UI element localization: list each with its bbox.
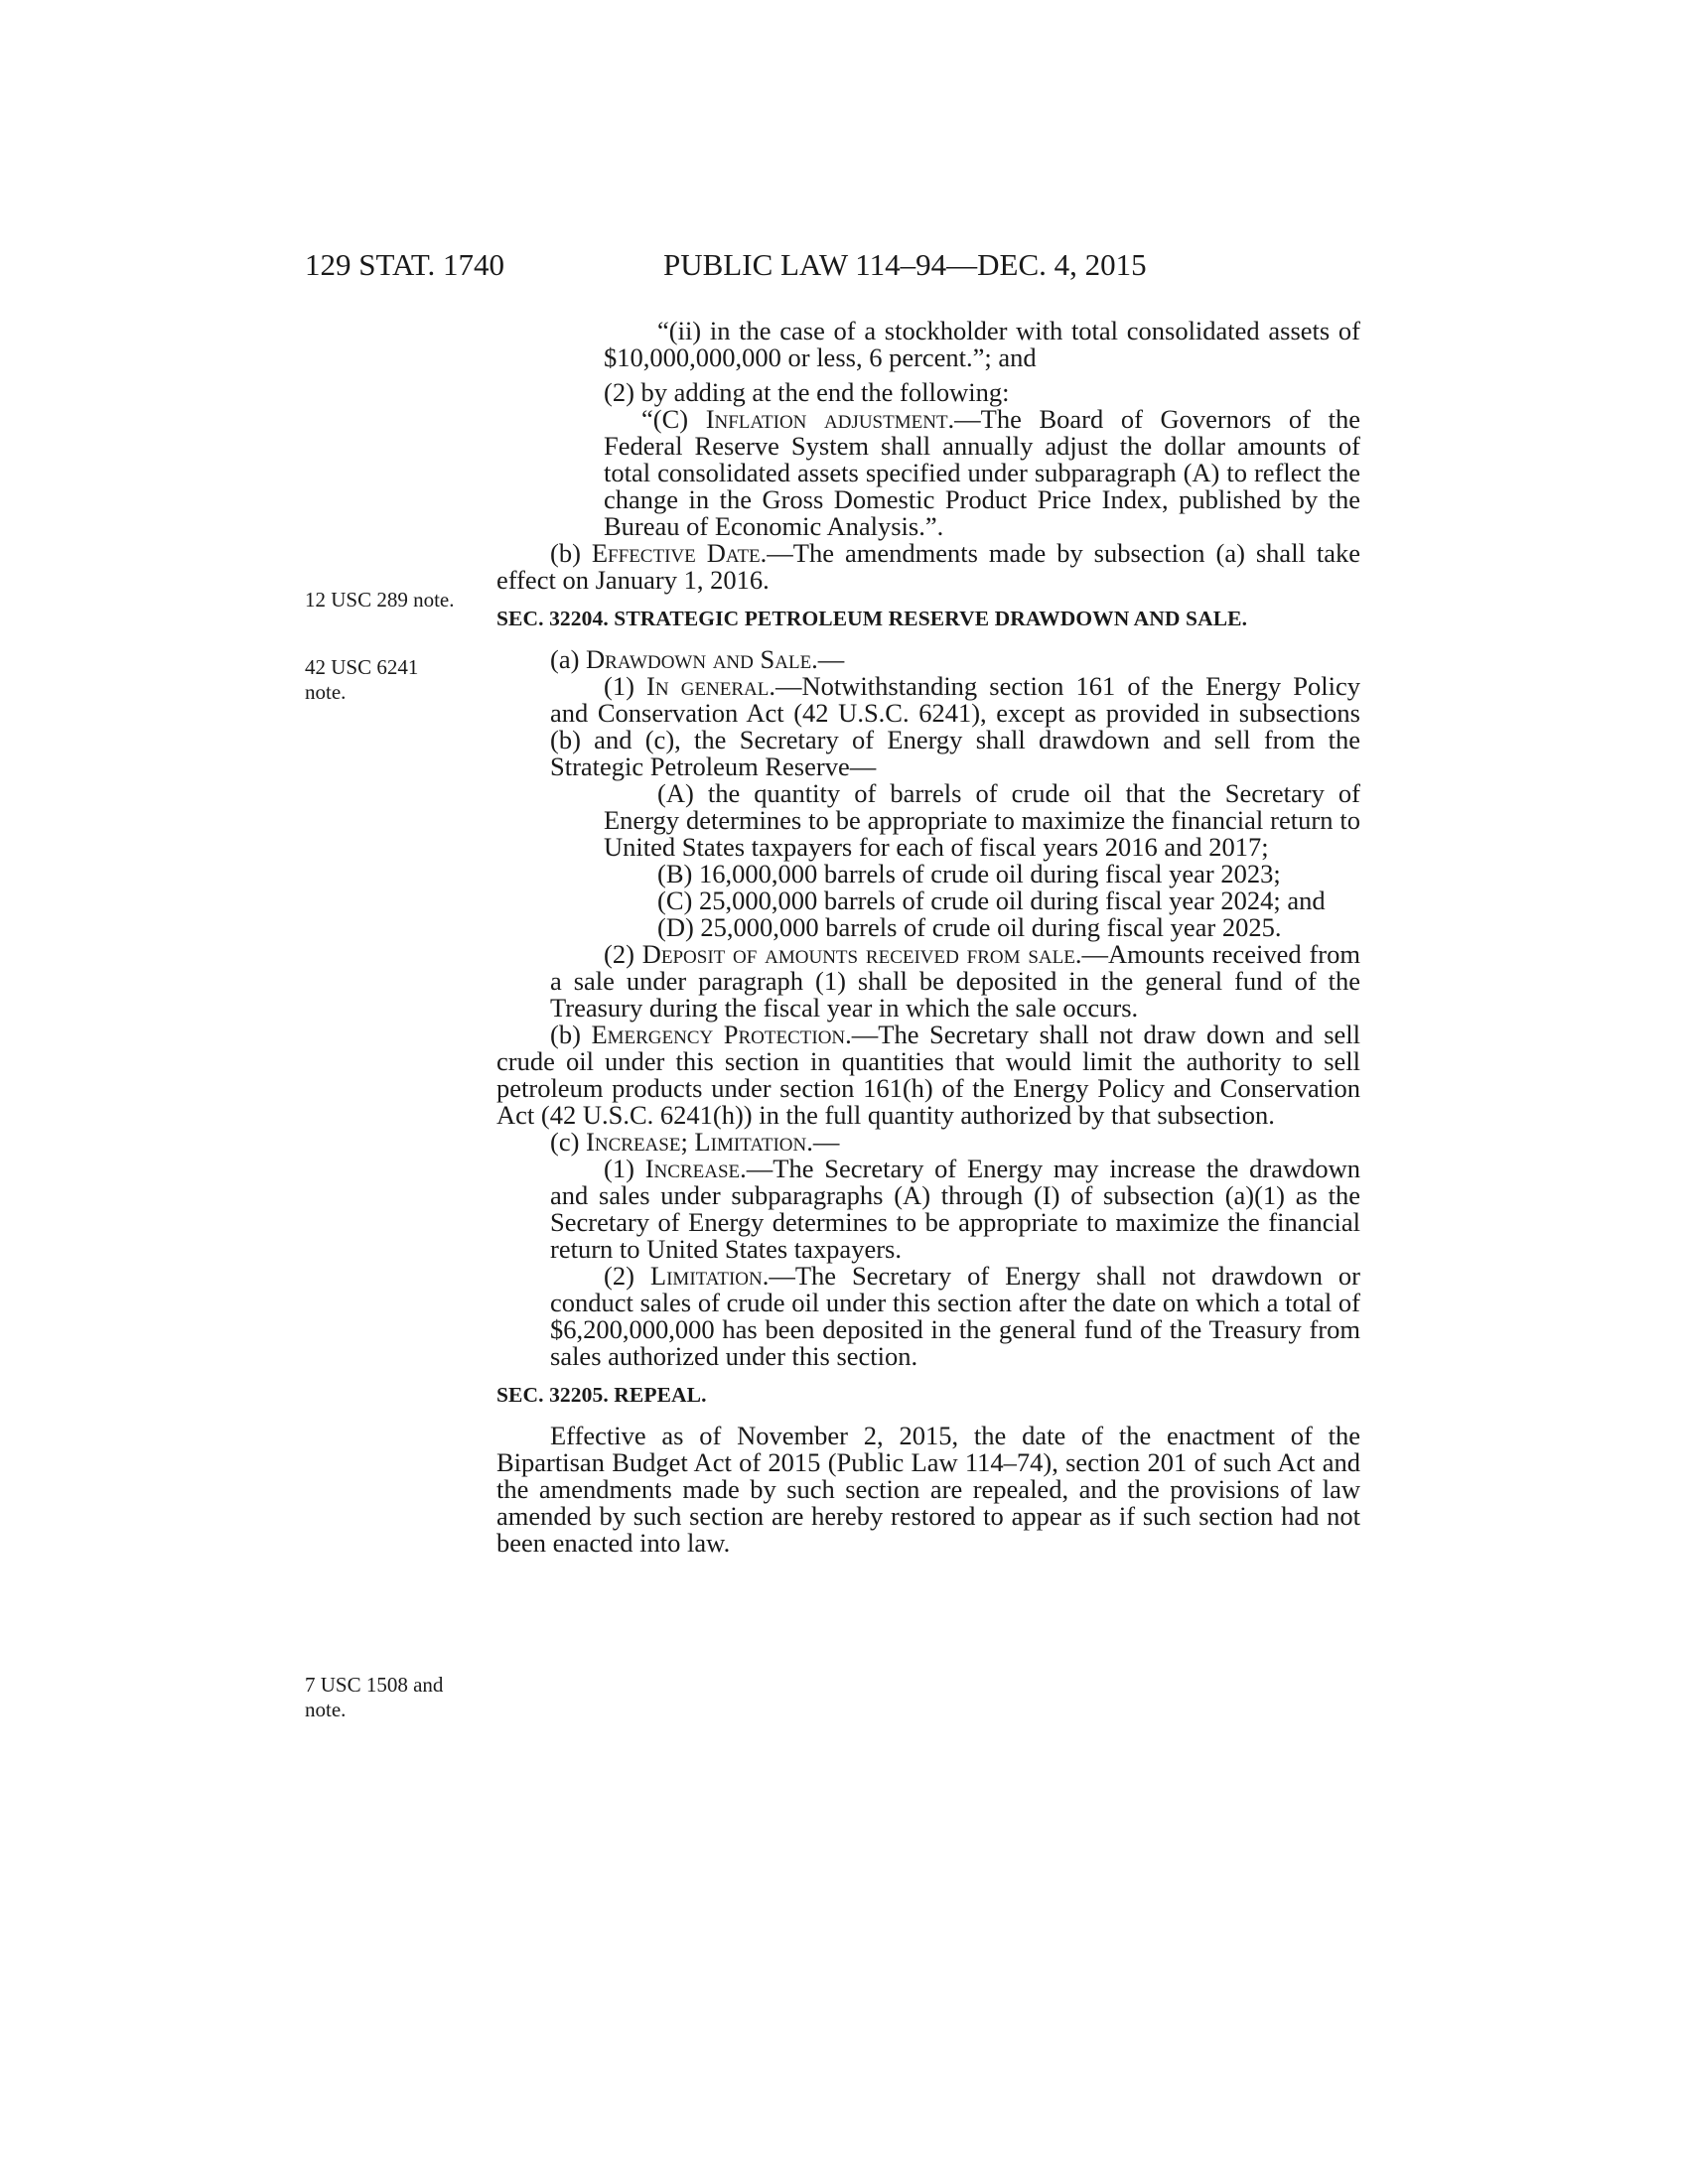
lead: (b): [550, 538, 581, 568]
heading: Inflation adjustment.: [705, 404, 955, 434]
text: —: [817, 644, 845, 674]
subparagraph-B: (B) 16,000,000 barrels of crude oil during fiscal year 2023;: [657, 859, 1281, 888]
lead: (a): [550, 644, 580, 674]
heading: Emergency Protection.: [591, 1020, 852, 1049]
heading: Increase; Limitation.: [586, 1127, 813, 1157]
lead: “(C): [641, 404, 689, 434]
text: —The amendments made by subsection (a) shall take effect on January 1, 2016.: [496, 538, 1361, 595]
lead: (b): [550, 1020, 581, 1049]
margin-note-usc-6241: 42 USC 6241 note.: [305, 655, 419, 704]
heading: Effective Date.: [591, 538, 768, 568]
paragraph-c-inflation: [496, 406, 1360, 540]
paragraph-ii: “(ii) in the case of a stockholder with total consolidated assets of $10,000,000,000 or less, 6 percent.”; and: [604, 316, 1360, 372]
heading: Limitation.: [649, 1261, 770, 1291]
text: —The Secretary shall not draw down and sell crude oil under this section in quantities that would limit the authority to sell petroleum products under section 161(h) of the Energy Policy and Conservation Act (42 U.S.C. 6241(h)) in the full quantity authorized by that subsection.: [496, 1020, 1360, 1130]
margin-note-usc-1508: 7 USC 1508 and note.: [305, 1673, 444, 1721]
section-32205-text: Effective as of November 2, 2015, the date of the enactment of the Bipartisan Budget Act of 2015 (Public Law 114–74), section 201 of such Act and the amendments made by such section are repealed, and the provisions of law amended by such section are hereby restored to appear as if such section had not been enacted into law.: [496, 1421, 1360, 1558]
heading: In general.: [646, 671, 776, 701]
text: —The Board of Governors of the Federal Reserve System shall annually adjust the dollar amounts of total consolidated assets specified under subparagraph (A) to reflect the change in the Gross Domestic Product Price Index, published by the Bureau of Economic Analysis.”.: [604, 404, 1360, 541]
heading: Drawdown and Sale.: [586, 644, 818, 674]
section-32204-title: SEC. 32204. STRATEGIC PETROLEUM RESERVE DRAWDOWN AND SALE.: [496, 607, 1248, 630]
paragraph-a-2: [496, 941, 1360, 1022]
text: —Amounts received from a sale under paragraph (1) shall be deposited in the general fund of the Treasury during the fiscal year in which the sale occurs.: [550, 939, 1360, 1023]
subparagraph-D: (D) 25,000,000 barrels of crude oil during fiscal year 2025.: [657, 912, 1282, 942]
lead: (1): [604, 1154, 634, 1183]
paragraph-c-1: [496, 1156, 1360, 1263]
heading: Increase.: [644, 1154, 747, 1183]
subsection-c: [496, 1129, 1360, 1156]
paragraph-c-2: [496, 1263, 1360, 1370]
text: —The Secretary of Energy shall not drawdown or conduct sales of crude oil under this section after the date on which a total of $6,200,000,000 has been deposited in the general fund of the Treasury from sales authorized under this section.: [550, 1261, 1361, 1371]
text: —The Secretary of Energy may increase the drawdown and sales under subparagraphs (A) through (I) of subsection (a)(1) as the Secretary of Energy determines to be appropriate to maximize the financial return to United States taxpayers.: [550, 1154, 1361, 1264]
paragraph-a-1: [496, 673, 1360, 780]
document-body: [496, 318, 1360, 1557]
paragraph-2: (2) by adding at the end the following:: [604, 377, 1010, 407]
lead: (2): [604, 939, 634, 969]
statute-page-number: 129 STAT. 1740: [305, 247, 505, 282]
public-law-running-head: PUBLIC LAW 114–94—DEC. 4, 2015: [663, 247, 1147, 282]
subsection-a: [496, 646, 1360, 673]
lead: (2): [604, 1261, 634, 1291]
lead: (c): [550, 1127, 580, 1157]
section-32205-title: SEC. 32205. REPEAL.: [496, 1383, 707, 1407]
subparagraph-A: (A) the quantity of barrels of crude oil that the Secretary of Energy determines to be appropriate to maximize the financial return to United States taxpayers for each of fiscal years 2016 and 2017;: [604, 778, 1360, 862]
lead: (1): [604, 671, 634, 701]
subsection-b: [496, 1022, 1360, 1129]
text: —: [812, 1127, 840, 1157]
paragraph-b-effective-date: [496, 540, 1360, 594]
text: —Notwithstanding section 161 of the Energy Policy and Conservation Act (42 U.S.C. 6241), except as provided in subsections (b) and (c), the Secretary of Energy shall drawdown and sell from the Strategic Petroleum Reserve—: [550, 671, 1361, 781]
subparagraph-C: (C) 25,000,000 barrels of crude oil during fiscal year 2024; and: [657, 886, 1326, 915]
heading: Deposit of amounts received from sale.: [641, 939, 1082, 969]
margin-note-usc-289: 12 USC 289 note.: [305, 588, 455, 612]
